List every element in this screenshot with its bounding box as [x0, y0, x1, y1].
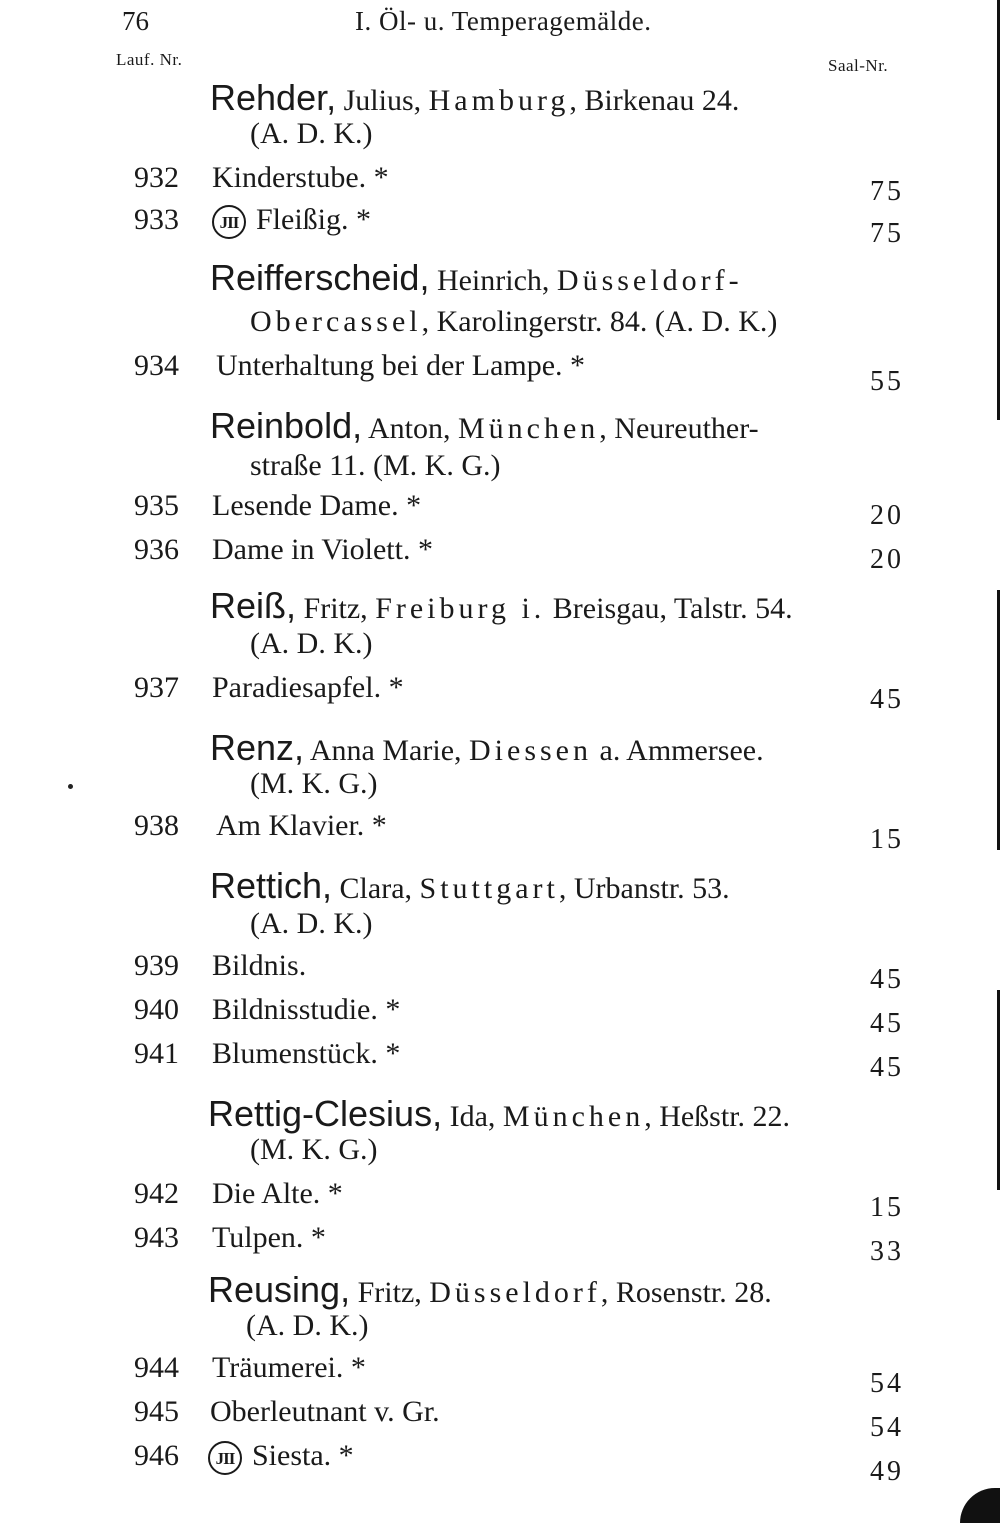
work-title: Bildnisstudie. *	[212, 993, 401, 1026]
artist-given-name: Anton,	[362, 412, 458, 445]
artist-membership: (A. D. K.)	[250, 907, 373, 940]
artist-city: Diessen	[469, 734, 592, 767]
section-title: I. Öl- u. Temperagemälde.	[355, 6, 652, 36]
work-number: 935	[134, 489, 179, 522]
artist-given-name: Heinrich,	[429, 264, 557, 297]
artist-line-2	[250, 764, 378, 804]
room-number: 33	[870, 1236, 904, 1267]
right-column-label: Saal-Nr.	[828, 56, 889, 75]
room-number: 15	[870, 1192, 904, 1223]
artist-city: Freiburg i.	[375, 592, 546, 625]
work-number: 942	[134, 1177, 179, 1210]
work-title: Oberleutnant v. Gr.	[210, 1395, 440, 1428]
work-title: Unterhaltung bei der Lampe. *	[216, 349, 586, 382]
work-number: 940	[134, 993, 179, 1026]
work-title: Fleißig. *	[256, 203, 372, 236]
artist-name: Renz,	[210, 727, 305, 768]
room-number: 75	[870, 218, 904, 249]
artist-city: München	[457, 412, 600, 445]
artist-city: Hamburg	[428, 84, 570, 117]
work-title: Am Klavier. *	[216, 809, 387, 842]
artist-membership: (A. D. K.)	[246, 1309, 369, 1342]
work-title: Dame in Violett. *	[212, 533, 433, 566]
room-number: 54	[870, 1412, 904, 1443]
jury-stamp-icon: JII	[212, 205, 246, 239]
work-title: Paradiesapfel. *	[212, 671, 404, 704]
artist-address: , Heßstr. 22.	[644, 1100, 791, 1133]
page-number: 76	[122, 6, 149, 36]
room-number: 15	[870, 824, 904, 855]
artist-address: , Urbanstr. 53.	[558, 872, 730, 905]
artist-given-name: Julius,	[336, 84, 429, 117]
artist-membership: (A. D. K.)	[250, 117, 373, 150]
work-title-row	[208, 1436, 354, 1476]
room-number: 54	[870, 1368, 904, 1399]
page-corner-shadow	[960, 1488, 1000, 1523]
room-number: 45	[870, 684, 904, 715]
artist-given-name: Ida,	[442, 1100, 503, 1133]
work-number: 945	[134, 1395, 179, 1428]
artist-name: Rettig-Clesius,	[208, 1093, 443, 1134]
work-number: 936	[134, 533, 179, 566]
work-title: Kinderstube. *	[212, 161, 389, 194]
artist-city: Düsseldorf-	[556, 264, 743, 297]
room-number: 20	[870, 500, 904, 531]
room-number: 55	[870, 366, 904, 397]
artist-membership: (M. K. G.)	[250, 1133, 378, 1166]
room-number: 75	[870, 176, 904, 207]
artist-line-1	[210, 586, 793, 629]
artist-given-name: Anna Marie,	[304, 734, 470, 767]
work-title: Siesta. *	[252, 1439, 354, 1472]
work-title: Bildnis.	[212, 949, 307, 982]
artist-name: Reusing,	[208, 1269, 351, 1310]
work-number: 946	[134, 1439, 179, 1472]
left-column-label: Lauf. Nr.	[116, 50, 183, 69]
artist-city-continued: Obercassel	[250, 305, 422, 338]
work-title: Die Alte. *	[212, 1177, 343, 1210]
artist-given-name: Fritz,	[296, 592, 376, 625]
artist-name: Rettich,	[210, 865, 333, 906]
work-number: 937	[134, 671, 179, 704]
artist-membership: (M. K. G.)	[250, 767, 378, 800]
artist-city: Düsseldorf	[429, 1276, 601, 1309]
artist-line-1	[210, 406, 759, 449]
artist-membership: (A. D. K.)	[250, 627, 373, 660]
work-number: 934	[134, 349, 179, 382]
artist-line-1	[210, 258, 743, 301]
scan-speck	[68, 784, 73, 789]
artist-address: , Birkenau 24.	[569, 84, 740, 117]
artist-line-1	[210, 866, 730, 909]
artist-line-2	[250, 302, 777, 342]
work-number: 943	[134, 1221, 179, 1254]
artist-city: München	[502, 1100, 645, 1133]
artist-line-2	[246, 1306, 368, 1346]
artist-line-2	[250, 114, 372, 154]
artist-given-name: Clara,	[332, 872, 420, 905]
artist-line-2	[250, 446, 501, 486]
work-title: Blumenstück. *	[212, 1037, 401, 1070]
artist-address: , Neureuther-	[599, 412, 759, 445]
room-number: 45	[870, 1008, 904, 1039]
artist-name: Reinbold,	[210, 405, 363, 446]
artist-address: a. Ammersee.	[592, 734, 764, 767]
artist-name: Rehder,	[210, 77, 337, 118]
work-number: 944	[134, 1351, 179, 1384]
work-number: 941	[134, 1037, 179, 1070]
work-number: 939	[134, 949, 179, 982]
page-header	[0, 4, 1000, 44]
artist-address-continued: straße 11. (M. K. G.)	[250, 449, 501, 482]
artist-given-name: Fritz,	[350, 1276, 430, 1309]
work-title: Lesende Dame. *	[212, 489, 422, 522]
artist-address: , Rosenstr. 28.	[600, 1276, 772, 1309]
artist-line-2	[250, 904, 372, 944]
work-title: Träumerei. *	[212, 1351, 366, 1384]
artist-address: , Karolingerstr. 84. (A. D. K.)	[421, 305, 778, 338]
artist-address: Breisgau, Talstr. 54.	[545, 592, 793, 625]
work-title: Tulpen. *	[212, 1221, 326, 1254]
work-number: 933	[134, 203, 179, 236]
work-number: 932	[134, 161, 179, 194]
jury-stamp-icon: JII	[208, 1441, 242, 1475]
artist-line-2	[250, 624, 372, 664]
room-number: 45	[870, 1052, 904, 1083]
work-number: 938	[134, 809, 179, 842]
room-number: 49	[870, 1456, 904, 1487]
artist-name: Reiß,	[210, 585, 297, 626]
artist-name: Reifferscheid,	[210, 257, 430, 298]
work-title-row	[212, 200, 371, 240]
room-number: 45	[870, 964, 904, 995]
room-number: 20	[870, 544, 904, 575]
artist-line-2	[250, 1130, 378, 1170]
artist-city: Stuttgart	[419, 872, 559, 905]
